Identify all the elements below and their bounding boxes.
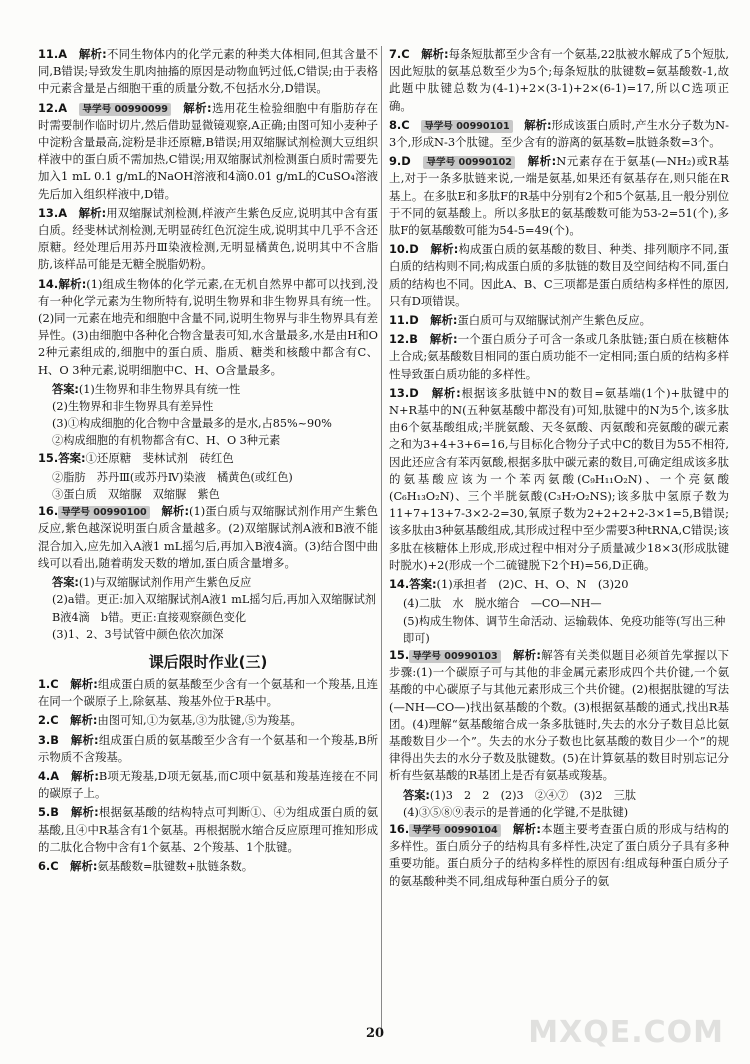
question-number: 7. (389, 47, 402, 61)
answer-paragraph (389, 647, 729, 785)
answer-letter: C (50, 676, 59, 691)
answer-paragraph (38, 503, 378, 572)
answer-paragraph (38, 46, 378, 98)
answer-letter: C (50, 858, 59, 873)
question-number: 1. (38, 676, 51, 691)
question-number: 14. (389, 577, 410, 592)
question-number: 12. (389, 332, 410, 347)
answer-item (389, 385, 729, 574)
lead-label: 答案: (58, 450, 86, 465)
answer-item (389, 821, 729, 890)
answer-text: ①还原糖 斐林试剂 砖红色 (85, 450, 234, 465)
answer-label: 答案: (52, 576, 79, 590)
section-title: 课后限时作业(三) (148, 652, 268, 671)
answer-value: (4)二肽 水 脱水缩合 —CO—NH— (403, 597, 602, 611)
answer-text: 由图可知,①为氨基,③为肽键,⑤为羧基。 (97, 713, 302, 728)
answer-value: (2)a错。更正:加入双缩脲试剂A液1 mL摇匀后,再加入双缩脲试剂B液4滴 b错。更正:直接观察颜色变化 (52, 593, 376, 624)
answer-paragraph (38, 276, 378, 379)
answer-paragraph (38, 732, 378, 766)
lead-label: 解析: (429, 332, 458, 347)
answer-label: 答案: (52, 382, 79, 396)
answer-value: (3)1、2、3号试管中颜色依次加深 (52, 627, 224, 641)
answer-item (38, 804, 378, 856)
answer-line (38, 591, 378, 625)
answer-text: (1)蛋白质与双缩脲试剂作用产生紫色反应,紫色越深说明蛋白质含量越多。(2)双缩脲试剂A液和B液不能混合加入,应先加入A液1 mL摇匀后,再加入B液4滴。(3)结合图中曲线可以看出,随着萌发天数的增加,蛋白质含量增多。 (38, 504, 378, 570)
answer-letter: C (401, 47, 410, 61)
lead-label: 解析: (430, 313, 458, 328)
question-number: 8. (389, 117, 402, 132)
answer-letter: B (50, 805, 59, 820)
answer-value: ②构成细胞的有机物都含有C、H、O 3种元素 (52, 434, 281, 448)
answer-letter: D (401, 154, 411, 169)
answer-paragraph (389, 821, 729, 890)
lead-label: 解析: (78, 205, 107, 220)
answer-text: 本题主要考查蛋白质的形成与结构的多样性。蛋白质分子的结构具有多样性,决定了蛋白质分子具有多种重要功能。蛋白质分子的结构多样性的原因有:组成每种蛋白质分子的氨基酸种类不同,组成每种蛋白质分子的氨 (389, 821, 729, 888)
lead-label: 解析: (524, 117, 552, 132)
answer-letter: A (58, 47, 68, 61)
answer-text: 组成蛋白质的氨基酸至少含有一个氨基和一个羧基,且连在同一个碳原子上,除氨基、羧基外位于R基中。 (38, 676, 378, 709)
answer-item (389, 153, 729, 239)
answer-letter: A (58, 100, 68, 115)
answer-paragraph (38, 450, 378, 467)
question-number: 2. (38, 713, 51, 728)
question-number: 4. (38, 768, 51, 783)
lead-label: 解析: (78, 47, 107, 61)
guide-number-tag: 导学号 00990099 (79, 103, 171, 116)
guide-number-tag: 导学号 00990103 (409, 650, 501, 663)
answer-item (38, 768, 378, 802)
answer-paragraph (389, 312, 729, 329)
answer-value: (5)构成生物体、调节生命活动、运输载体、免疫功能等(写出三种即可) (403, 614, 726, 645)
answer-letter: C (50, 713, 59, 728)
answer-line (38, 574, 378, 591)
answer-item (38, 676, 378, 710)
answer-text: 一个蛋白质分子可含一条或几条肽链;蛋白质在核糖体上合成;氨基酸数目相同的蛋白质功能不一定相同;蛋白质的结构多样性导致蛋白质功能的多样性。 (389, 332, 729, 381)
question-number: 11. (389, 313, 410, 328)
answer-text: 选用花生检验细胞中有脂肪存在时需要制作临时切片,然后借助显微镜观察,A正确;由图可知小麦种子中淀粉含量最高,淀粉是非还原糖,B错误;用双缩脲试剂检测大豆组织样液中的蛋白质不需加热,C错误;用双缩脲试剂检测蛋白质时需要先加入1 mL 0.1 g/mL的NaOH溶液和4滴0.01 g/mL的CuSO₄溶液先后加入组织样液中,D错。 (38, 100, 378, 201)
question-number: 10. (389, 242, 410, 257)
lead-label: 解析: (70, 732, 99, 747)
answer-letter: C (401, 117, 410, 132)
answer-text: 解答有关类似题目必须首先掌握以下步骤:(1)一个碳原子可与其他的非金属元素形成四个共价键,一个氨基酸的中心碳原子与其他元素形成三个共价键。(2)根据肽键的写法(—NH—CO—)找出氨基酸的个数。(3)根据氨基酸的通式,找出R基团。(4)理解“氨基酸缩合成一条多肽链时,失去的水分子数目总比氨基酸数目少一个”。失去的水分子数也比氨基酸的数目少一个”的规律得出失去的水分子数及肽键数。(5)在计算氨基的数目时别忘记分析有些氨基酸的R基团上是否有氨基或羧基。 (389, 647, 729, 783)
question-number: 13. (389, 385, 410, 400)
question-number: 3. (38, 732, 51, 747)
answer-item (389, 241, 729, 310)
answer-text: 不同生物体内的化学元素的种类大体相同,但其含量不同,B错误;导致发生肌肉抽搐的原因是动物血钙过低,C错误;由于表格中元素含量是占细胞干重的质量分数,不包括水分,D错误。 (38, 47, 378, 96)
answer-value: (1)3 2 2 (2)3 ②④⑦ (3)2 三肽 (429, 788, 637, 802)
answer-text: 蛋白质可与双缩脲试剂产生紫色反应。 (457, 313, 652, 328)
answer-letter: B (50, 732, 59, 747)
answer-label: 答案: (403, 788, 430, 802)
answer-letter: A (50, 768, 60, 783)
lead-label: 解析: (70, 858, 98, 873)
lead-label: 解析: (70, 676, 98, 691)
lead-label: 解析: (512, 821, 541, 836)
answer-item (38, 276, 378, 450)
question-number: 12. (38, 100, 59, 115)
answer-paragraph (38, 205, 378, 274)
guide-number-tag: 导学号 00990102 (423, 156, 515, 169)
answer-value: (1)生物界和非生物界具有统一性 (78, 382, 241, 396)
answer-item (38, 732, 378, 766)
answer-text: N元素存在于氨基(—NH₂)或R基上,对于一条多肽链来说,一端是氨基,如果还有氨基存在,则只能在R基上。在多肽E和多肽F的R基中分别有2个和5个氨基,且一般分别位于不同的氨基酸上。所以多肽E的氨基酸数可能为53-2=51(个),多肽F的氨基酸数可能为54-5=49(个)。 (389, 154, 729, 238)
answer-item (389, 117, 729, 151)
answer-letter: D (409, 242, 419, 257)
answer-line (389, 595, 729, 612)
answer-value: ③蛋白质 双缩脲 双缩脲 紫色 (52, 488, 220, 502)
answer-value: (3)①构成细胞的化合物中含量最多的是水,占85%~90% (52, 417, 332, 431)
answer-text: 根据氨基酸的结构特点可判断①、④为组成蛋白质的氨基酸,且④中R基含有1个氨基。再根据脱水缩合反应原理可推知形成的二肽化合物中含有1个氨基、2个羧基、1个肽键。 (38, 805, 378, 854)
answer-paragraph (389, 46, 729, 115)
answer-paragraph (38, 804, 378, 856)
answer-line (38, 398, 378, 415)
answer-paragraph (38, 858, 378, 875)
answer-paragraph (389, 385, 729, 574)
lead-label: 解析: (70, 805, 99, 820)
answer-line (38, 415, 378, 432)
question-number: 6. (38, 858, 51, 873)
answer-item (389, 576, 729, 647)
lead-label: 解析: (430, 242, 459, 257)
lead-label: 解析: (70, 713, 98, 728)
answer-letter: D (409, 313, 419, 328)
right-column (389, 46, 729, 892)
question-number: 14. (38, 276, 59, 291)
answer-line (38, 432, 378, 449)
answer-text: 组成蛋白质的氨基酸至少含有一个氨基和一个羧基,B所示物质不含羧基。 (38, 732, 378, 764)
question-number: 16. (389, 821, 410, 836)
lead-label: 解析: (421, 47, 449, 61)
answer-text: B项无羧基,D项无氨基,而C项中氨基和羧基连接在不同的碳原子上。 (38, 768, 378, 801)
answer-value: (2)生物界和非生物界具有差异性 (52, 400, 214, 414)
lead-label: 解析: (71, 768, 99, 783)
answer-paragraph (38, 712, 378, 729)
answer-line (38, 381, 378, 398)
lead-label: 解析: (527, 154, 557, 169)
answer-line (389, 787, 729, 804)
answer-text: (1)组成生物体的化学元素,在无机自然界中都可以找到,没有一种化学元素为生物所特有,说明生物界和非生物界具有统一性。(2)同一元素在地壳和细胞中含量不同,说明生物界与非生物界具有差异性。(3)由细胞中各种化合物含量表可知,水含量最多,水是由H和O 2种元素组成的,细胞中的蛋白质、脂质、糖类和核酸中都含有C、H、O 3种元素,说明细胞中C、H、O含量最多。 (38, 276, 378, 377)
answer-text: 根据该多肽链中N的数目=氨基端(1个)+肽键中的N+R基中的N(五种氨基酸中都没有)可知,肽键中的N为5个,该多肽由6个氨基酸组成;半胱氨酸、天冬氨酸、丙氨酸和亮氨酸的碳元素之和为3+4+3+6=16,与目标化合物分子式中C的数目为55不相符,因此还应含有苯丙氨酸,根据多肽中碳元素的数目,可确定组成该多肽的氨基酸应该为一个苯丙氨酸(C₉H₁₁O₂N)、一个亮氨酸(C₆H₁₃O₂N)、三个半胱氨酸(C₃H₇O₂NS);该多肽中氢原子数为11+7+13+7-3×2-2=30,氧原子数为2+2+2+2-3×1=5,B错误;该多肽由3种氨基酸组成,其形成过程中至少需要3种tRNA,C错误;该多肽在核糖体上形成,形成过程中相对分子质量减少18×3(形成肽键时脱水)+2(形成一个二硫键脱下2个H)=56,D正确。 (389, 385, 729, 572)
answer-paragraph (38, 676, 378, 710)
answer-item (389, 46, 729, 115)
question-number: 15. (38, 450, 59, 465)
page-number: 20 (365, 1026, 385, 1041)
lead-label: 解析: (161, 504, 189, 519)
question-number: 5. (38, 805, 51, 820)
answer-text: 每条短肽都至少含有一个氨基,22肽被水解成了5个短肽,因此短肽的氨基总数至少为5个;每条短肽的肽键数=氨基酸数-1,故此题中肽键总数为(4-1)+2×(3-1)+2×(6-1)=17,所以C选项正确。 (389, 47, 729, 113)
answer-line (38, 486, 378, 503)
lead-label: 解析: (58, 276, 87, 291)
answer-line (38, 626, 378, 643)
answer-paragraph (389, 576, 729, 593)
guide-number-tag: 导学号 00990101 (421, 120, 513, 133)
guide-number-tag: 导学号 00990104 (409, 824, 501, 837)
lead-label: 解析: (431, 385, 461, 400)
answer-text: (1)承担者 (2)C、H、O、N (3)20 (436, 577, 629, 592)
question-number: 11. (38, 47, 59, 61)
answer-line (389, 804, 729, 821)
question-number: 16. (38, 504, 59, 519)
answer-letter: B (409, 332, 418, 347)
answer-item (38, 712, 378, 729)
answer-item (38, 858, 378, 875)
answer-item (38, 46, 378, 98)
answer-item (389, 647, 729, 821)
answer-item (389, 312, 729, 329)
answer-paragraph (389, 117, 729, 151)
answer-text: 氨基酸数=肽键数+肽链条数。 (97, 858, 254, 873)
answer-text: 用双缩脲试剂检测,样液产生紫色反应,说明其中含有蛋白质。经斐林试剂检测,无明显砖红色沉淀生成,说明其中几乎不含还原糖。经处理后用苏丹Ⅲ染液检测,无明显橘黄色,说明其中不含脂肪,该样品可能是无糖全脱脂奶粉。 (38, 205, 378, 272)
answer-paragraph (389, 153, 729, 239)
answer-paragraph (38, 100, 378, 203)
answer-text: 构成蛋白质的氨基酸的数目、种类、排列顺序不同,蛋白质的结构则不同;构成蛋白质的多肽链的数目及空间结构不同,蛋白质的结构也不同。因此A、B、C三项都是蛋白质结构多样性的原因,只有D项错误。 (389, 242, 729, 308)
lead-label: 解析: (512, 647, 541, 662)
watermark-logo: MXQE.COM (528, 1015, 724, 1050)
answer-paragraph (389, 241, 729, 310)
answer-line (38, 469, 378, 486)
lead-label: 答案: (409, 577, 437, 592)
question-number: 13. (38, 205, 59, 220)
answer-line (389, 613, 729, 647)
guide-number-tag: 导学号 00990100 (58, 506, 150, 519)
answer-item (38, 100, 378, 203)
left-column (38, 46, 378, 877)
lead-label: 解析: (183, 100, 212, 115)
answer-item (38, 503, 378, 643)
answer-item (38, 205, 378, 274)
answer-paragraph (389, 331, 729, 383)
answer-value: ②脂肪 苏丹Ⅲ(或苏丹Ⅳ)染液 橘黄色(或红色) (52, 470, 293, 484)
answer-item (38, 450, 378, 504)
question-number: 9. (389, 154, 402, 169)
answer-value: (4)③⑤⑧⑨表示的是普通的化学键,不是肽键) (403, 805, 629, 819)
answer-value: (1)与双缩脲试剂作用产生紫色反应 (78, 576, 252, 590)
answer-text: 形成该蛋白质时,产生水分子数为N-3个,形成N-3个肽键。至少含有的游离的氨基数=肽链条数=3个。 (389, 117, 729, 150)
answer-letter: D (409, 385, 419, 400)
question-number: 15. (389, 647, 410, 662)
answer-item (389, 331, 729, 383)
answer-letter: A (58, 205, 68, 220)
answer-paragraph (38, 768, 378, 802)
column-divider (381, 46, 382, 1036)
